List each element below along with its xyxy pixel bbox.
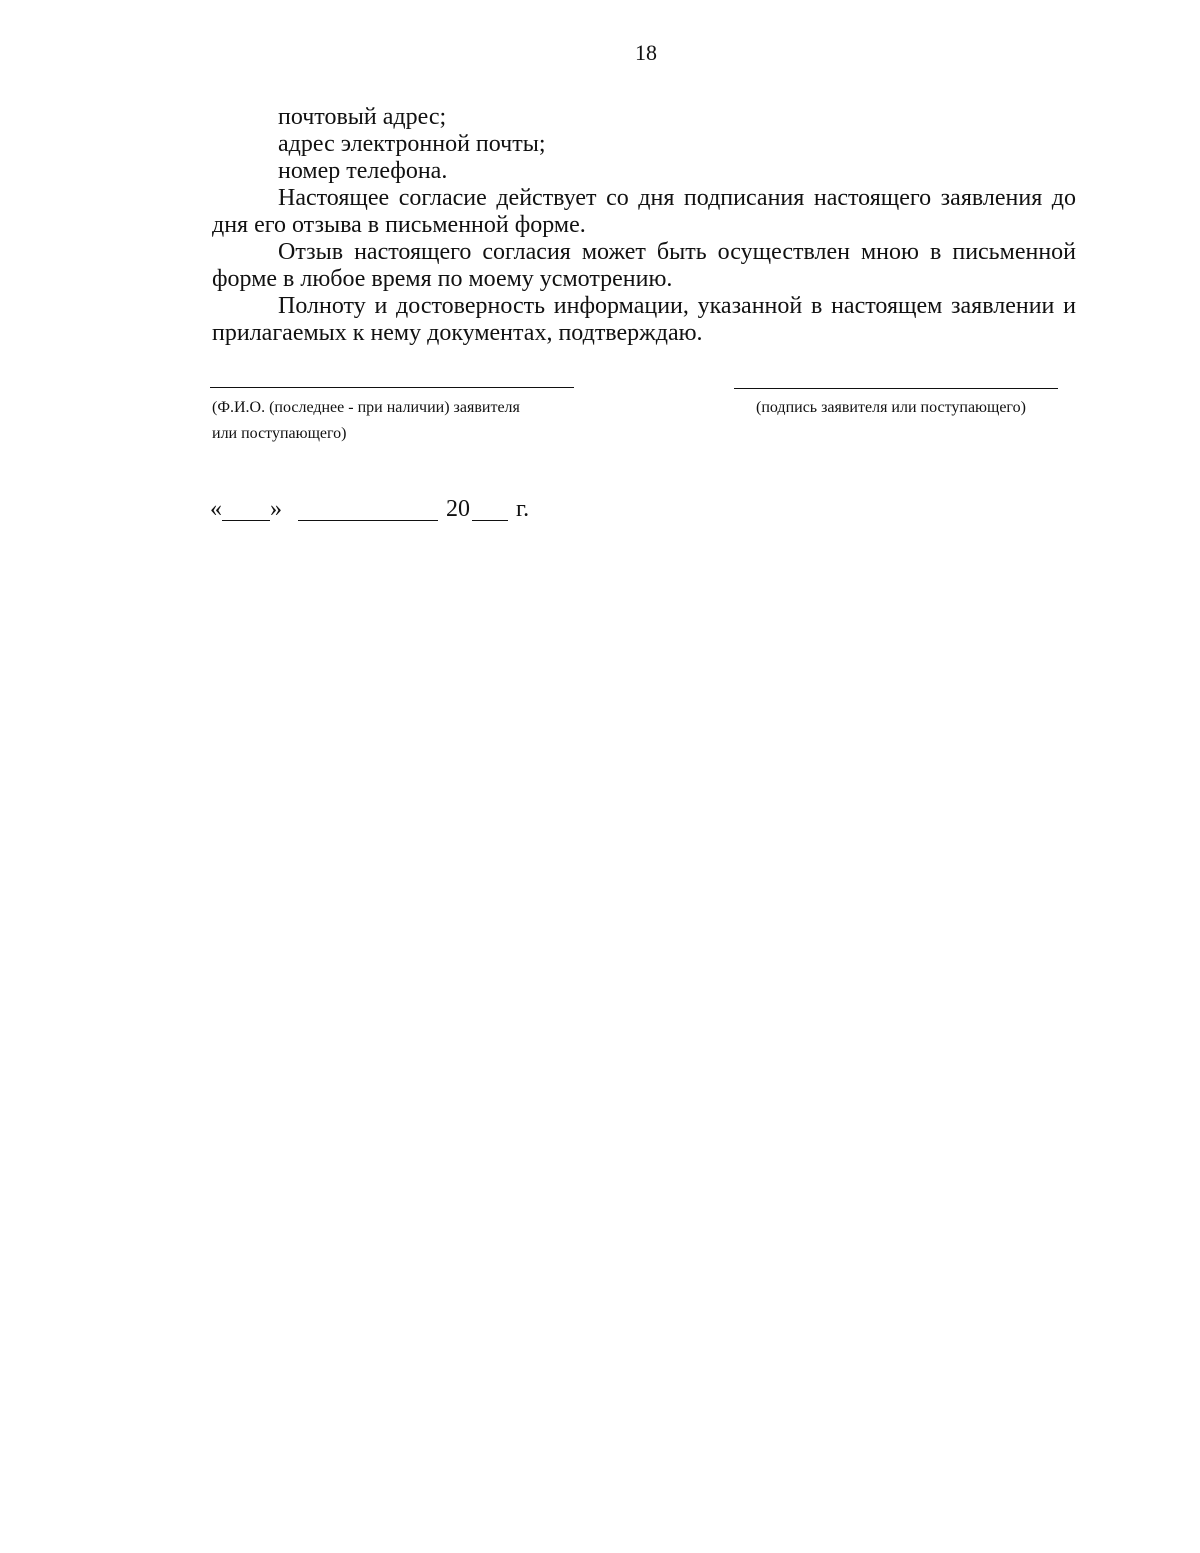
list-item-postal-address: почтовый адрес; [278, 104, 447, 130]
page-number: 18 [635, 40, 657, 65]
consent-revocation-paragraph: Отзыв настоящего согласия может быть осуществлен мною в письменной форме в любое время по моему усмотрению. [212, 239, 1076, 292]
month-blank [298, 520, 438, 521]
name-caption-line-2: или поступающего) [212, 425, 347, 442]
day-blank [222, 520, 270, 521]
consent-validity-paragraph: Настоящее согласие действует со дня подписания настоящего заявления до дня его отзыва в письменной форме. [212, 185, 1076, 238]
signature-line [734, 388, 1058, 389]
year-prefix: 20 [446, 496, 470, 522]
date-close-quote: » [270, 496, 282, 522]
signature-caption: (подпись заявителя или поступающего) [756, 399, 1026, 416]
year-blank [472, 520, 508, 521]
list-item-email-address: адрес электронной почты; [278, 131, 546, 157]
document-body [212, 104, 1076, 347]
name-caption [212, 395, 592, 447]
name-caption-line-1: (Ф.И.О. (последнее - при наличии) заявителя [212, 399, 520, 416]
list-item-phone-number: номер телефона. [278, 158, 448, 184]
name-signature-line [210, 387, 574, 388]
year-suffix: г. [516, 496, 530, 522]
date-open-quote: « [210, 496, 222, 522]
accuracy-confirmation-paragraph: Полноту и достоверность информации, указанной в настоящем заявлении и прилагаемых к нему документах, подтверждаю. [212, 293, 1076, 346]
